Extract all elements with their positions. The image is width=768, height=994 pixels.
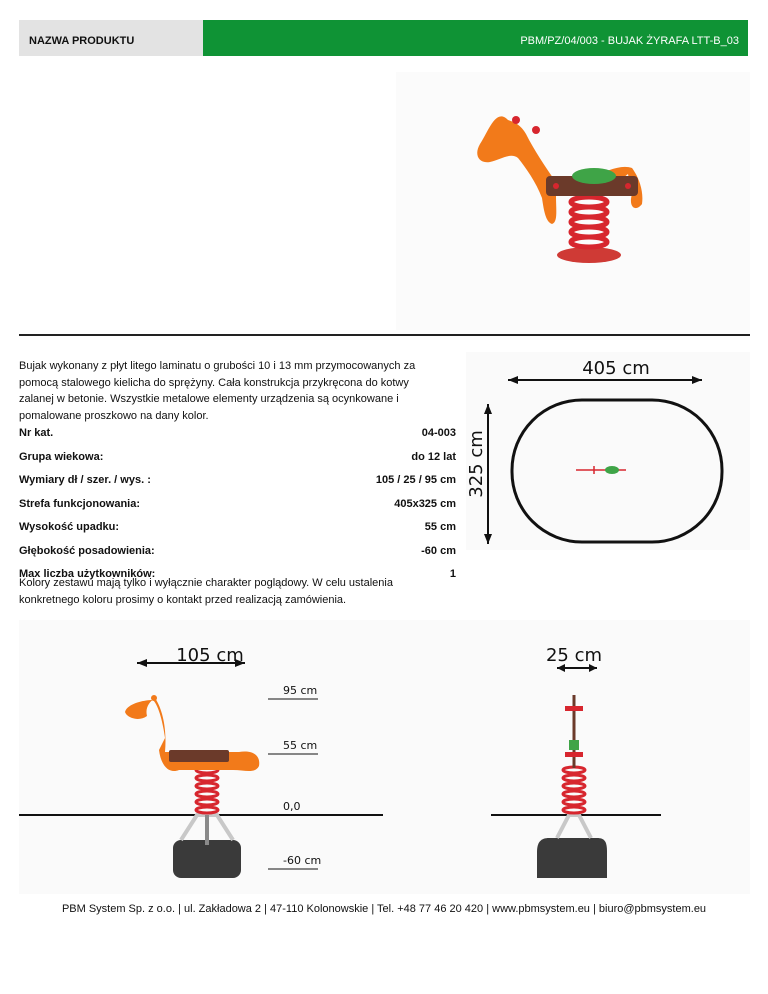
level-label: -60 cm: [283, 854, 322, 867]
spec-label: Strefa funkcjonowania:: [19, 497, 141, 510]
level-label: 0,0: [283, 800, 301, 813]
header-bar: [19, 20, 748, 56]
spec-value: 105 / 25 / 95 cm: [375, 474, 456, 486]
spec-label: Nr kat.: [19, 427, 54, 439]
product-name-label: NAZWA PRODUKTU: [19, 20, 203, 56]
product-image: [396, 72, 750, 330]
plan-width-label: 405 cm: [582, 358, 650, 379]
plan-height-label: 325 cm: [466, 430, 487, 498]
front-view-giraffe: [537, 695, 607, 878]
spec-label: Głębokość posadowienia:: [19, 544, 155, 557]
spec-value: 55 cm: [424, 521, 456, 533]
length-label: 105 cm: [176, 645, 244, 666]
spec-label: Wysokość upadku:: [19, 521, 120, 533]
safety-zone-plan: [466, 352, 750, 550]
spec-row: [19, 427, 456, 451]
spec-label: Wymiary dł / szer. / wys. :: [19, 474, 151, 486]
color-disclaimer: Kolory zestawu mają tylko i wyłącznie charakter poglądowy. W celu ustalenia konkretnego koloru prosimy o kontakt przed realizacją zamówienia.: [19, 577, 393, 606]
company-footer: PBM System Sp. z o.o. | ul. Zakładowa 2 | 47-110 Kolonowskie | Tel. +48 77 46 20 420 | www.pbmsystem.eu | biuro@pbmsystem.eu: [61, 903, 707, 915]
side-view-giraffe: [125, 695, 259, 878]
section-divider: [19, 334, 750, 336]
spec-value: -60 cm: [421, 544, 456, 557]
spec-value: do 12 lat: [411, 450, 456, 463]
spec-value: 405x325 cm: [394, 497, 456, 510]
elevation-drawings: [19, 620, 750, 894]
spec-row: [19, 498, 456, 522]
product-code: PBM/PZ/04/003 - BUJAK ŻYRAFA LTT-B_03: [203, 20, 748, 56]
spec-value: 1: [449, 568, 456, 580]
width-label: 25 cm: [545, 645, 603, 666]
spec-label: Max liczba użytkowników:: [19, 568, 156, 580]
level-label: 55 cm: [283, 739, 318, 752]
spec-label: Grupa wiekowa:: [19, 450, 104, 463]
spec-row: [19, 545, 456, 569]
spec-row: [19, 521, 456, 545]
product-description: Bujak wykonany z płyt litego laminatu o grubości 10 i 13 mm przymocowanych za pomocą stalowego kielicha do sprężyny. Cała konstrukcja przykręcona do kotwy zalanej w betonie. Wszystkie metalowe elementy urządzenia są ocynkowane i pomalowane proszkowo na dany kolor.: [19, 360, 416, 422]
spec-value: 04-003: [421, 427, 456, 439]
spec-row: [19, 474, 456, 498]
level-label: 95 cm: [283, 684, 318, 697]
spec-row: [19, 451, 456, 475]
spec-table: [19, 427, 456, 592]
